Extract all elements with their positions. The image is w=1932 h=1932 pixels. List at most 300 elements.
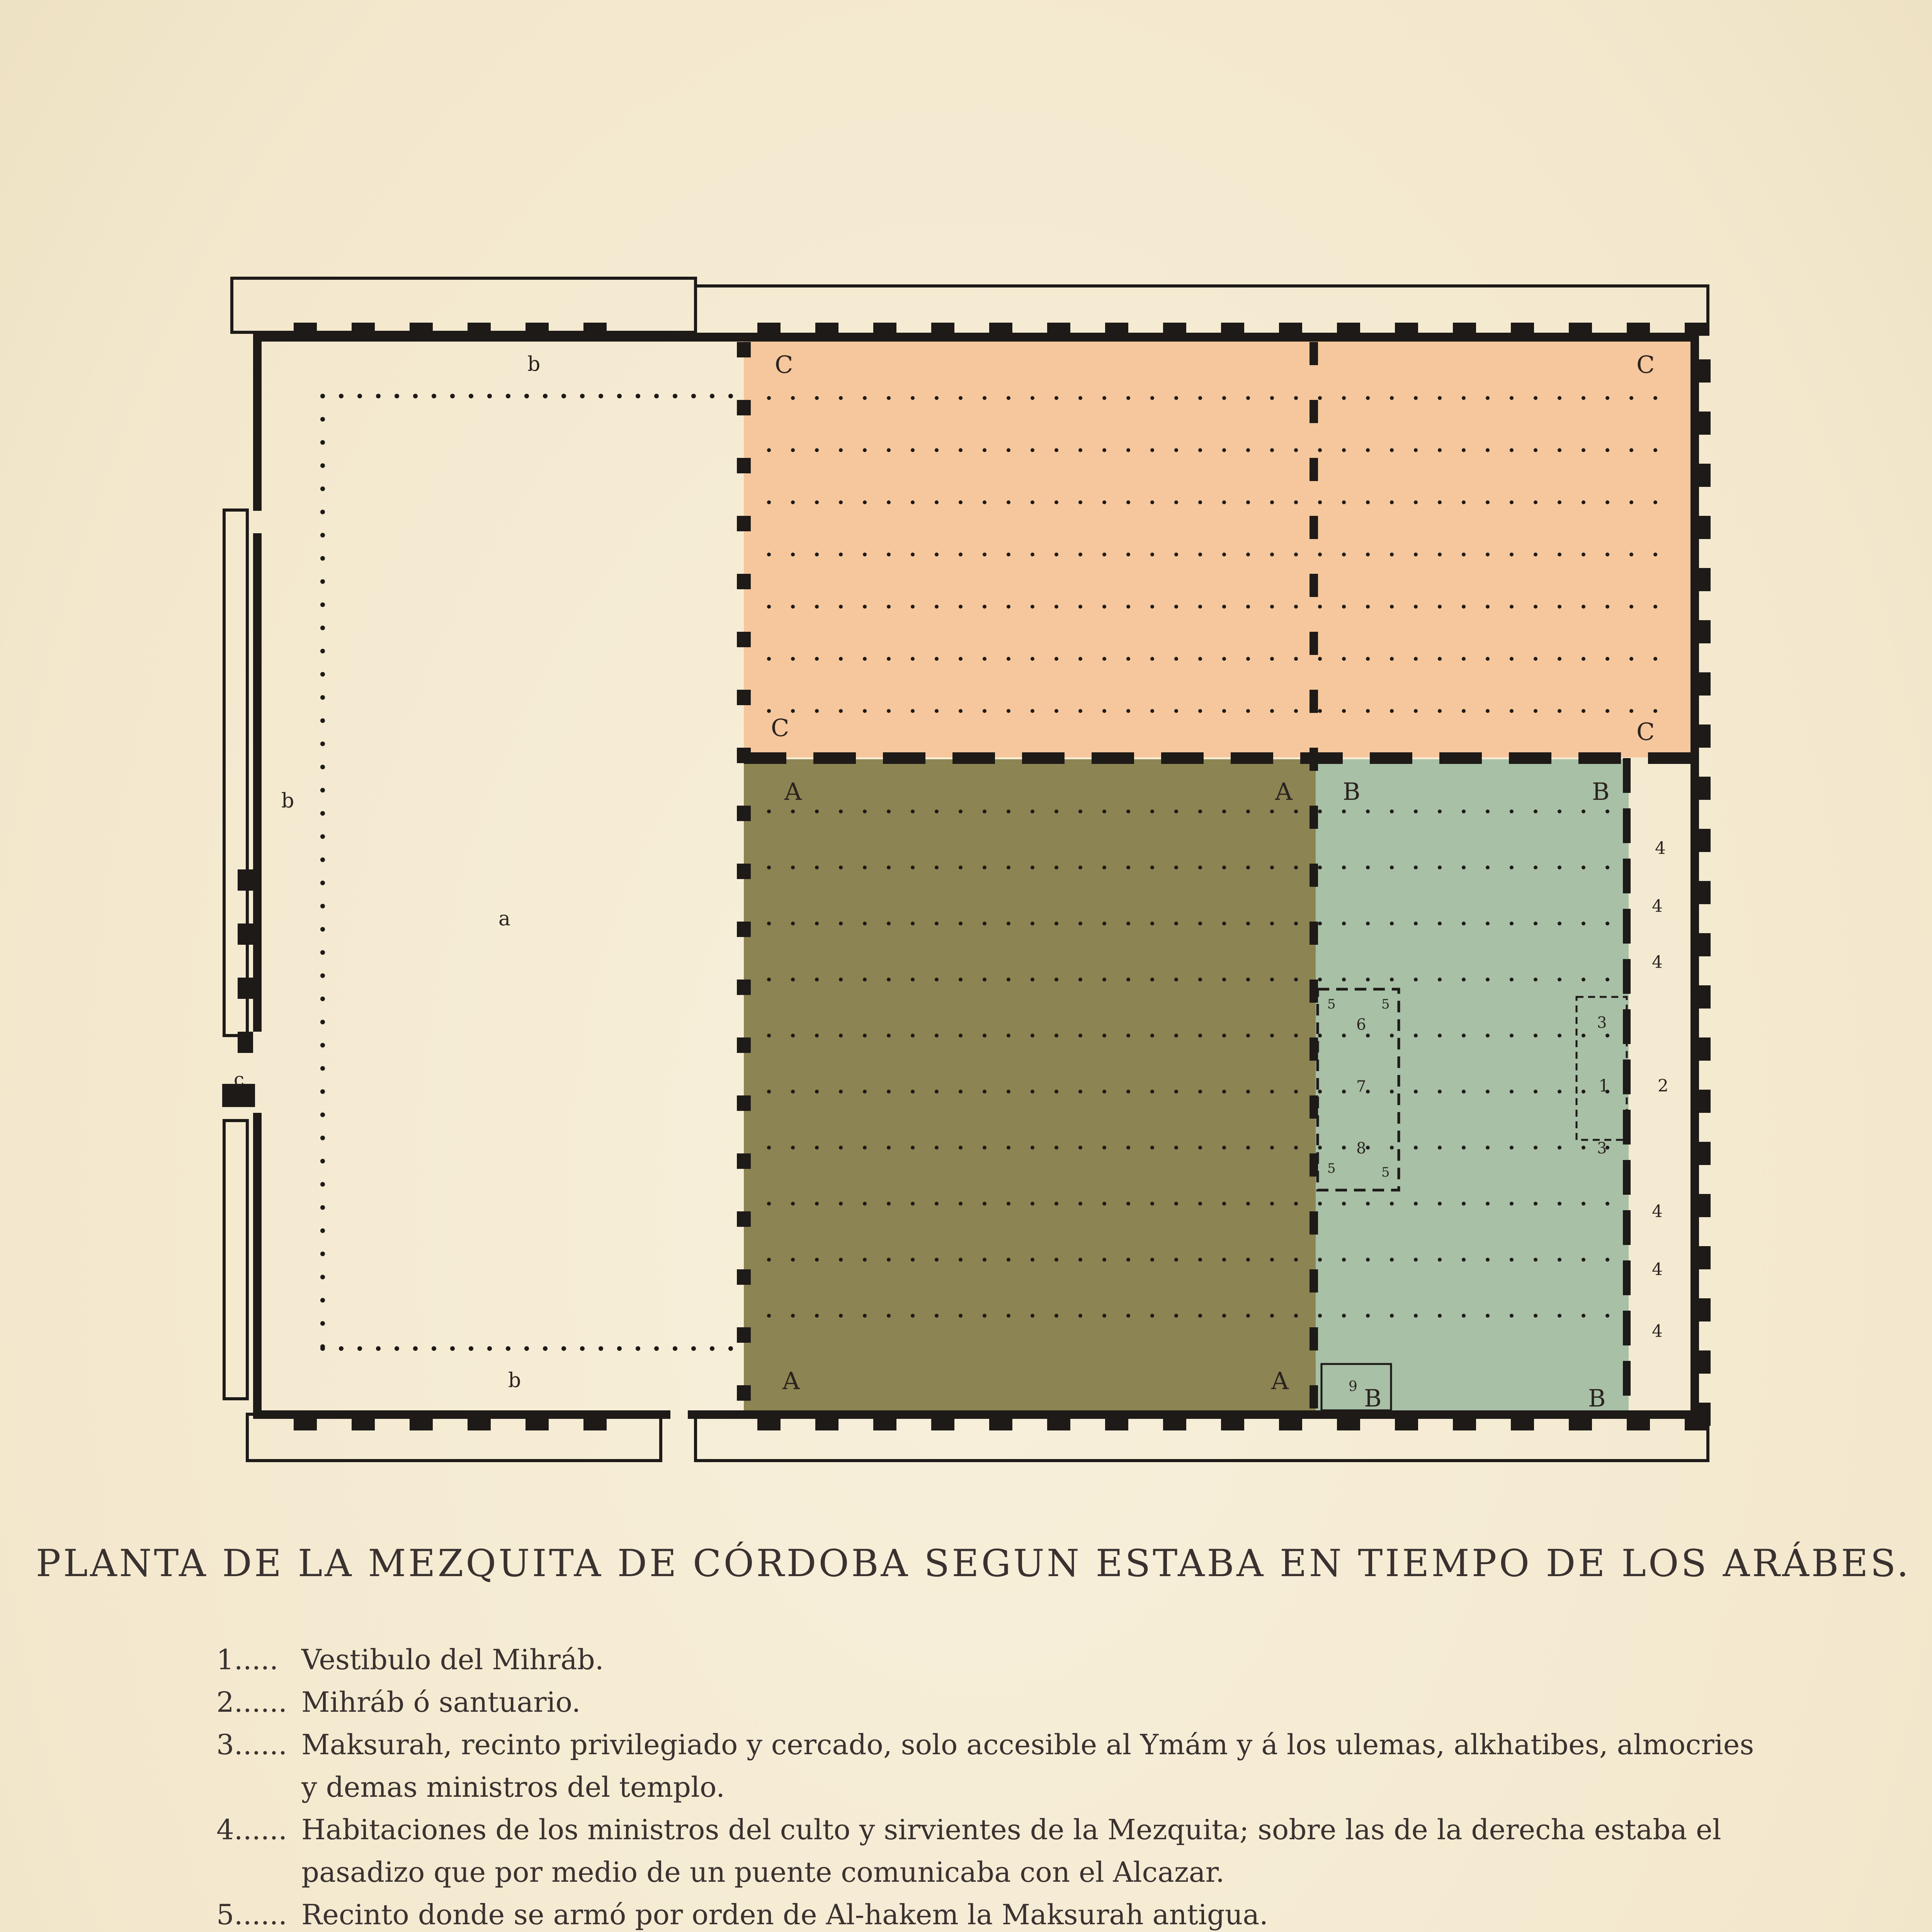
- label-5-d: 5: [1381, 1165, 1390, 1180]
- pillar: [506, 1346, 510, 1351]
- pillar: [911, 1034, 915, 1037]
- pillar: [1078, 810, 1082, 813]
- pillar: [1510, 1314, 1514, 1318]
- pillar: [1438, 605, 1442, 609]
- pillar: [1007, 978, 1010, 981]
- pillar: [1198, 553, 1202, 556]
- buttress: [931, 1418, 954, 1430]
- pillar: [1366, 1034, 1370, 1037]
- pillar: [1582, 1202, 1585, 1206]
- pillar: [935, 1258, 939, 1262]
- pillar: [1318, 1146, 1322, 1150]
- pillar: [320, 765, 325, 769]
- pillar: [1270, 396, 1274, 400]
- pillar: [1174, 978, 1178, 981]
- pillar: [1318, 1202, 1322, 1206]
- pillar: [1342, 448, 1346, 452]
- pillar: [815, 1146, 819, 1150]
- buttress: [1698, 829, 1711, 852]
- pillar: [1558, 553, 1561, 556]
- pillar: [911, 396, 915, 400]
- pillar: [1270, 1146, 1274, 1150]
- pillar: [1462, 1146, 1466, 1150]
- pillar: [1486, 605, 1490, 609]
- pillar: [1486, 810, 1490, 813]
- pillar: [1629, 553, 1633, 556]
- pillar: [1102, 709, 1106, 713]
- pillar: [959, 922, 963, 925]
- pillar: [320, 1321, 325, 1326]
- pillar: [599, 394, 603, 398]
- pillar: [887, 978, 891, 981]
- pillar: [767, 1314, 771, 1318]
- label-C-top-left: C: [775, 350, 793, 379]
- buttress: [815, 1418, 838, 1430]
- pillar: [1414, 1202, 1418, 1206]
- pillar: [543, 394, 548, 398]
- pillar: [887, 922, 891, 925]
- pillar: [1102, 657, 1106, 661]
- pillar: [320, 788, 325, 793]
- pillar: [983, 978, 986, 981]
- pillar: [1510, 1146, 1514, 1150]
- pillar: [1270, 1202, 1274, 1206]
- pillar: [1294, 866, 1298, 869]
- pillar: [1534, 1034, 1537, 1037]
- pillar: [1294, 1202, 1298, 1206]
- buttress: [1698, 568, 1711, 591]
- pillar: [983, 709, 986, 713]
- buttress: [1698, 985, 1711, 1009]
- pillar: [791, 866, 795, 869]
- pillar: [1438, 1258, 1442, 1262]
- wall-segment: [253, 333, 696, 342]
- pillar: [1246, 866, 1250, 869]
- pillar: [1318, 810, 1322, 813]
- pillar: [1342, 396, 1346, 400]
- pillar: [1222, 605, 1226, 609]
- pillar: [1150, 1034, 1154, 1037]
- buttress: [1337, 1418, 1360, 1430]
- pillar: [1102, 1146, 1106, 1150]
- pillar: [1534, 922, 1537, 925]
- pillar: [320, 857, 325, 862]
- pillar: [1605, 448, 1609, 452]
- pillar: [1126, 1034, 1130, 1037]
- pillar: [1390, 1314, 1394, 1318]
- pillar: [767, 448, 771, 452]
- pillar: [1534, 605, 1537, 609]
- pillar: [580, 1346, 585, 1351]
- pillar: [1653, 657, 1657, 661]
- pillar: [1294, 1034, 1298, 1037]
- pillar: [1342, 1314, 1346, 1318]
- pillar: [767, 978, 771, 981]
- pillar: [1534, 657, 1537, 661]
- pillar: [1653, 500, 1657, 504]
- buttress: [1698, 672, 1711, 696]
- pillar: [1102, 922, 1106, 925]
- legend-key: 4......: [216, 1813, 287, 1846]
- pillar: [1150, 1258, 1154, 1262]
- pillar: [1629, 448, 1633, 452]
- pillar: [1102, 978, 1106, 981]
- pillar: [1222, 1314, 1226, 1318]
- pillar: [1390, 866, 1394, 869]
- pillar: [1438, 1146, 1442, 1150]
- pillar: [1318, 500, 1322, 504]
- pillar: [320, 533, 325, 537]
- pillar: [357, 394, 362, 398]
- pillar: [1510, 605, 1514, 609]
- pillar: [983, 448, 986, 452]
- pillar: [887, 1202, 891, 1206]
- pillar: [1366, 500, 1370, 504]
- pillar: [1031, 605, 1034, 609]
- pillar: [1246, 448, 1250, 452]
- pillar: [339, 1346, 344, 1351]
- pillar: [911, 810, 915, 813]
- buttress: [238, 869, 253, 891]
- pillar: [1198, 1146, 1202, 1150]
- pillar: [432, 394, 436, 398]
- pillar: [1438, 396, 1442, 400]
- pillar: [1294, 396, 1298, 400]
- pillar: [1486, 866, 1490, 869]
- pillar: [1438, 866, 1442, 869]
- pillar: [1510, 500, 1514, 504]
- pillar: [1198, 448, 1202, 452]
- legend-item: [216, 1638, 1762, 1681]
- pillar: [450, 1346, 455, 1351]
- legend-key: 5......: [216, 1898, 287, 1931]
- pillar: [959, 605, 963, 609]
- pillar: [1605, 605, 1609, 609]
- pillar: [863, 553, 867, 556]
- pillar: [1414, 978, 1418, 981]
- pillar: [1534, 553, 1537, 556]
- pillar: [1390, 448, 1394, 452]
- pillar: [815, 978, 819, 981]
- pillar: [1270, 500, 1274, 504]
- pillar: [1246, 1146, 1250, 1150]
- pillar: [1486, 978, 1490, 981]
- pillar: [1510, 396, 1514, 400]
- pillar: [617, 394, 622, 398]
- pillar: [935, 448, 939, 452]
- pillar: [561, 394, 566, 398]
- pillar: [1318, 605, 1322, 609]
- pillar: [1510, 1202, 1514, 1206]
- pillar: [1366, 396, 1370, 400]
- pillar: [1414, 657, 1418, 661]
- pillar: [983, 396, 986, 400]
- pillar: [935, 396, 939, 400]
- pillar: [1414, 810, 1418, 813]
- pillar: [1078, 500, 1082, 504]
- pillar: [767, 866, 771, 869]
- pillar: [983, 1146, 986, 1150]
- pillar: [1342, 1258, 1346, 1262]
- pillar: [320, 1043, 325, 1048]
- pillar: [1510, 709, 1514, 713]
- pillar: [1462, 448, 1466, 452]
- pillar: [1078, 1258, 1082, 1262]
- pillar: [1558, 1314, 1561, 1318]
- pillar: [839, 657, 843, 661]
- pillar: [983, 605, 986, 609]
- buttress: [1163, 323, 1186, 334]
- pillar: [1558, 866, 1561, 869]
- pillar: [1270, 866, 1274, 869]
- pillar: [1318, 657, 1322, 661]
- pillar: [1486, 1146, 1490, 1150]
- pillar: [1462, 978, 1466, 981]
- pillar: [1126, 500, 1130, 504]
- pillar: [1438, 553, 1442, 556]
- pillar: [1054, 1202, 1058, 1206]
- pillar: [911, 866, 915, 869]
- pillar: [320, 440, 325, 445]
- pillar: [1342, 978, 1346, 981]
- pillar: [1438, 1314, 1442, 1318]
- pillar: [1342, 1034, 1346, 1037]
- pillar: [1078, 657, 1082, 661]
- pillar: [1366, 448, 1370, 452]
- buttress: [1698, 724, 1711, 748]
- buttress: [1698, 1194, 1711, 1217]
- pillar: [1318, 553, 1322, 556]
- label-2: 2: [1658, 1076, 1668, 1096]
- legend-key: 1.....: [216, 1643, 279, 1676]
- pillar: [911, 1202, 915, 1206]
- pillar: [320, 1112, 325, 1117]
- pillar: [887, 448, 891, 452]
- buttress: [1511, 323, 1534, 334]
- pillar: [1414, 1314, 1418, 1318]
- buttress: [1569, 1418, 1592, 1430]
- pillar: [1342, 1090, 1346, 1094]
- pillar: [691, 1346, 696, 1351]
- pillar: [1653, 553, 1657, 556]
- pillar: [1054, 448, 1058, 452]
- pillar: [1174, 866, 1178, 869]
- pillar: [767, 605, 771, 609]
- pillar: [1342, 605, 1346, 609]
- pillar: [1126, 922, 1130, 925]
- pillar: [1054, 1090, 1058, 1094]
- pillar: [376, 394, 381, 398]
- pillar: [320, 579, 325, 584]
- pillar: [767, 500, 771, 504]
- pillar: [1246, 810, 1250, 813]
- pillar: [1318, 448, 1322, 452]
- pillar: [791, 396, 795, 400]
- pillar: [911, 1146, 915, 1150]
- pillar: [839, 500, 843, 504]
- pillar: [1318, 1314, 1322, 1318]
- label-8: 8: [1356, 1139, 1366, 1157]
- pillar: [791, 1146, 795, 1150]
- pillar: [887, 1090, 891, 1094]
- label-5-b: 5: [1381, 997, 1390, 1012]
- pillar: [320, 811, 325, 816]
- label-a: a: [498, 907, 511, 930]
- label-b-left: b: [281, 789, 294, 813]
- pillar: [983, 1034, 986, 1037]
- pillar: [1246, 922, 1250, 925]
- pillar: [1510, 810, 1514, 813]
- buttress: [1105, 323, 1128, 334]
- pillar: [815, 1202, 819, 1206]
- pillar: [791, 1202, 795, 1206]
- pillar: [1294, 922, 1298, 925]
- pillar: [767, 1034, 771, 1037]
- pillar: [935, 1034, 939, 1037]
- pillar: [1078, 1146, 1082, 1150]
- label-1: 1: [1599, 1076, 1609, 1096]
- pillar: [1653, 709, 1657, 713]
- buttress: [1163, 1418, 1186, 1430]
- pillar: [1390, 553, 1394, 556]
- label-B-bottom-left: B: [1364, 1384, 1382, 1412]
- pillar: [1102, 605, 1106, 609]
- buttress: [1685, 323, 1708, 334]
- zone-c-almanzor: [744, 340, 1696, 757]
- pillar: [1246, 500, 1250, 504]
- pillar: [1462, 553, 1466, 556]
- pillar: [1007, 500, 1010, 504]
- wall-segment: [253, 333, 262, 511]
- pillar: [1414, 709, 1418, 713]
- pillar: [1078, 553, 1082, 556]
- pillar: [1007, 605, 1010, 609]
- pillar: [959, 1314, 963, 1318]
- pillar: [710, 1346, 714, 1351]
- pillar: [1270, 605, 1274, 609]
- label-b-top: b: [527, 353, 541, 376]
- pillar: [767, 922, 771, 925]
- buttress: [1569, 323, 1592, 334]
- pillar: [791, 553, 795, 556]
- pillar: [1102, 448, 1106, 452]
- pillar: [1510, 1034, 1514, 1037]
- pillar: [1318, 1258, 1322, 1262]
- pillar: [1078, 1202, 1082, 1206]
- pillar: [1342, 709, 1346, 713]
- pillar: [1174, 1146, 1178, 1150]
- legend-item: [216, 1681, 1762, 1723]
- pillar: [1222, 866, 1226, 869]
- pillar: [863, 922, 867, 925]
- pillar: [983, 866, 986, 869]
- pillar: [450, 394, 455, 398]
- pillar: [935, 1146, 939, 1150]
- pillar: [1150, 978, 1154, 981]
- pillar: [863, 978, 867, 981]
- buttress: [1395, 323, 1418, 334]
- label-6: 6: [1356, 1016, 1366, 1034]
- pillar: [815, 657, 819, 661]
- pillar: [911, 657, 915, 661]
- pillar: [1438, 978, 1442, 981]
- pillar: [1605, 1314, 1609, 1318]
- pillar: [1605, 978, 1609, 981]
- pillar: [863, 866, 867, 869]
- pillar: [1294, 978, 1298, 981]
- pillar: [320, 1275, 325, 1279]
- legend-text: Maksurah, recinto privilegiado y cercado, solo accesible al Ymám y á los ulemas, alkhatibes, almocries y demas ministros del templo.: [301, 1728, 1754, 1803]
- pillar: [1007, 553, 1010, 556]
- pillar: [1150, 1090, 1154, 1094]
- pillar: [1605, 709, 1609, 713]
- pillar: [1318, 866, 1322, 869]
- pillar: [959, 448, 963, 452]
- pillar: [1582, 1146, 1585, 1150]
- pillar: [1582, 978, 1585, 981]
- pillar: [1438, 657, 1442, 661]
- pillar: [1629, 709, 1633, 713]
- pillar: [1534, 709, 1537, 713]
- pillar: [1510, 553, 1514, 556]
- pillar: [1078, 1314, 1082, 1318]
- pillar: [959, 396, 963, 400]
- pillar: [935, 810, 939, 813]
- pillar: [1222, 922, 1226, 925]
- pillar: [1414, 396, 1418, 400]
- label-3-lower: 3: [1597, 1139, 1607, 1157]
- pillar: [1294, 605, 1298, 609]
- pillar: [887, 866, 891, 869]
- pillar: [791, 657, 795, 661]
- pillar: [1198, 866, 1202, 869]
- pillar: [1270, 709, 1274, 713]
- pillar: [1031, 1258, 1034, 1262]
- pillar: [935, 866, 939, 869]
- pillar: [1222, 1146, 1226, 1150]
- pillar: [839, 922, 843, 925]
- pillar: [959, 1090, 963, 1094]
- pillar: [617, 1346, 622, 1351]
- pillar: [1366, 1090, 1370, 1094]
- pillar: [1390, 396, 1394, 400]
- label-C-mid-right: C: [1636, 718, 1655, 746]
- legend-text: Vestibulo del Mihráb.: [301, 1643, 604, 1676]
- pillar: [839, 396, 843, 400]
- pillar: [935, 922, 939, 925]
- pillar: [1126, 1146, 1130, 1150]
- pillar: [1078, 866, 1082, 869]
- pillar: [1462, 396, 1466, 400]
- pillar: [1582, 709, 1585, 713]
- pillar: [1294, 709, 1298, 713]
- pillar: [1150, 709, 1154, 713]
- pillar: [1174, 1090, 1178, 1094]
- pillar: [1462, 866, 1466, 869]
- pillar: [1222, 553, 1226, 556]
- pillar: [935, 1314, 939, 1318]
- pillar: [1078, 1034, 1082, 1037]
- pillar: [1102, 396, 1106, 400]
- pillar: [935, 605, 939, 609]
- pillar: [863, 1202, 867, 1206]
- pillar: [983, 1258, 986, 1262]
- pillar: [636, 1346, 640, 1351]
- label-c-entrance: c: [234, 1069, 244, 1090]
- pillar: [959, 709, 963, 713]
- pillar: [320, 463, 325, 468]
- pillar: [580, 394, 585, 398]
